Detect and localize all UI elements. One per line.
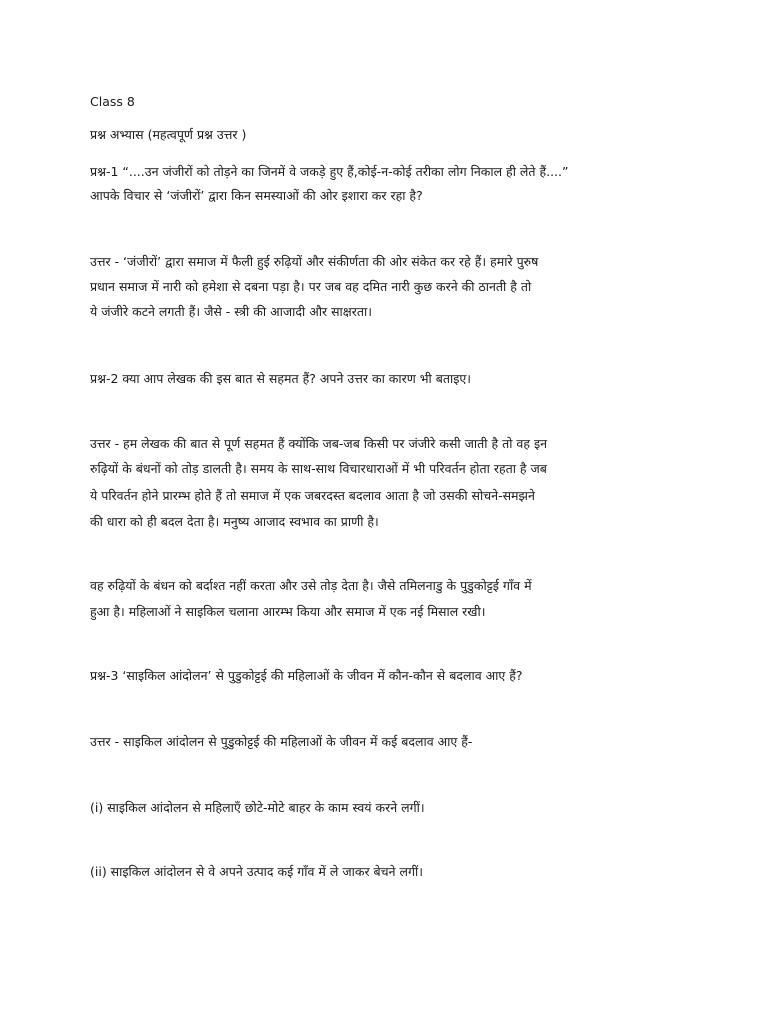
answer-2-continued-line-2: हुआ है। महिलाओं ने साइकिल चलाना आरम्भ किया और समाज में एक नई मिसाल रखी। (90, 604, 486, 619)
answer-1-line-2: प्रधान समाज में नारी को हमेशा से दबना पड़ा है। पर जब वह दमित नारी कुछ करने की ठानती है तो (90, 279, 532, 294)
answer-2-line-2: रुढ़ियों के बंधनों को तोड़ डालती है। समय के साथ-साथ विचारधाराओं में भी परिवर्तन होता रहता है जब (90, 461, 547, 476)
answer-1-line-1: उत्तर - ‘जंजीरों’ द्वारा समाज में फैली हुई रुढ़ियों और संकीर्णता की ओर संकेत कर रहे हैं। हमारे पुरुष (90, 254, 539, 269)
class-label: Class 8 (90, 94, 135, 109)
question-1-line-2: आपके विचार से ‘जंजीरों’ द्वारा किन समस्याओं की ओर इशारा कर रहा है? (90, 188, 423, 203)
answer-3-line-1: उत्तर - साइकिल आंदोलन से पुडुकोट्टई की महिलाओं के जीवन में कई बदलाव आए हैं- (90, 734, 473, 749)
question-3-line-1: प्रश्न-3 ‘साइकिल आंदोलन’ से पुडुकोट्टई की महिलाओं के जीवन में कौन-कौन से बदलाव आए हैं? (90, 668, 523, 683)
answer-1-line-3: ये जंजीरे कटने लगती हैं। जैसे - स्त्री की आजादी और साक्षरता। (90, 304, 372, 319)
answer-2-line-4: की धारा को ही बदल देता है। मनुष्य आजाद स्वभाव का प्राणी है। (90, 514, 379, 529)
answer-2-line-3: ये परिवर्तन होने प्रारम्भ होते हैं तो समाज में एक जबरदस्त बदलाव आता है जो उसकी सोचने-समझने (90, 488, 535, 503)
page-heading: प्रश्न अभ्यास (महत्वपूर्ण प्रश्न उत्तर ) (90, 127, 247, 142)
answer-2-line-1: उत्तर - हम लेखक की बात से पूर्ण सहमत हैं क्योंकि जब-जब किसी पर जंजीरे कसी जाती है तो वह इन (90, 436, 548, 451)
answer-3-point-2: (ii) साइकिल आंदोलन से वे अपने उत्पाद कई गाँव में ले जाकर बेचने लगीं। (90, 864, 424, 879)
question-1-line-1: प्रश्न-1 “....उन जंजीरों को तोड़ने का जिनमें वे जकड़े हुए हैं,कोई-न-कोई तरीका लोग निकाल ही लेते हैं....” (90, 164, 569, 179)
answer-2-continued-line-1: वह रुढ़ियों के बंधन को बर्दाश्त नहीं करता और उसे तोड़ देता है। जैसे तमिलनाडु के पुडुकोट्टई गाँव में (90, 578, 532, 593)
question-2-line-1: प्रश्न-2 क्या आप लेखक की इस बात से सहमत हैं? अपने उत्तर का कारण भी बताइए। (90, 371, 472, 386)
answer-3-point-1: (i) साइकिल आंदोलन से महिलाएँ छोटे-मोटे बाहर के काम स्वयं करने लगीं। (90, 800, 425, 815)
